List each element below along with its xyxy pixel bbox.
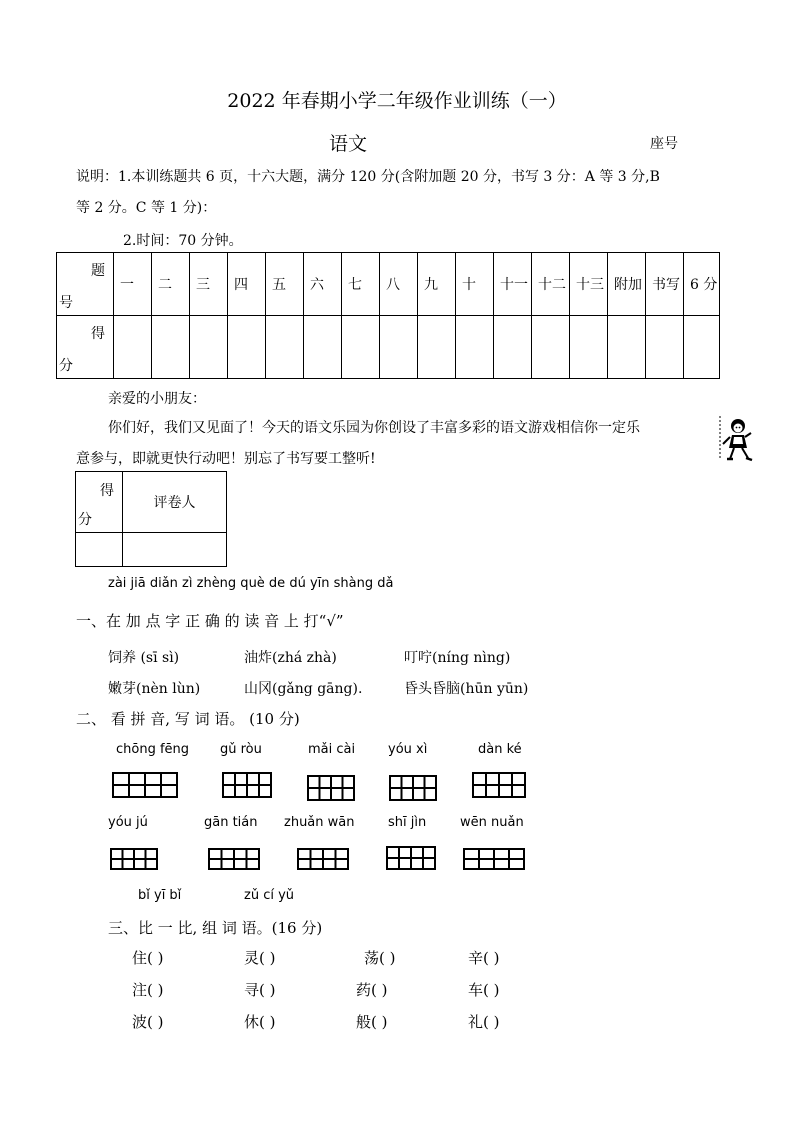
section1-heading: 一、在 加 点 字 正 确 的 读 音 上 打“√” <box>76 612 344 630</box>
word-item[interactable]: 荡( ) <box>364 949 396 967</box>
grader-name-cell[interactable] <box>123 533 227 567</box>
cartoon-girl-icon <box>718 414 754 462</box>
word-item[interactable]: 礼( ) <box>468 1013 500 1031</box>
column-header: 十一 <box>494 253 532 316</box>
column-header: 6 分 <box>684 253 720 316</box>
pinyin-prompt: wēn nuǎn <box>460 815 524 830</box>
score-cell[interactable] <box>608 316 646 379</box>
writing-box[interactable] <box>110 848 158 870</box>
pinyin-prompt: shī jìn <box>388 815 427 830</box>
column-header: 四 <box>228 253 266 316</box>
section1-pinyin-hint: zài jiā diǎn zì zhèng què de dú yīn shàng dǎ <box>108 576 394 591</box>
greeting-line-2: 意参与，即就更快行动吧！别忘了书写要工整听! <box>76 451 376 467</box>
column-header: 二 <box>152 253 190 316</box>
writing-box[interactable] <box>389 775 437 801</box>
section3-pinyin-hint-a: bǐ yī bǐ <box>138 888 182 903</box>
subject-label: 语文 <box>329 133 368 155</box>
score-cell[interactable] <box>342 316 380 379</box>
word-item[interactable]: 般( ) <box>356 1013 388 1031</box>
word-item[interactable]: 注( ) <box>132 981 164 999</box>
pinyin-prompt: mǎi cài <box>308 742 356 757</box>
pinyin-prompt: dàn ké <box>478 742 522 757</box>
section3-pinyin-hint-b: zǔ cí yǔ <box>244 888 295 903</box>
column-header: 五 <box>266 253 304 316</box>
page-title: 2022 年春期小学二年级作业训练（一） <box>227 90 567 112</box>
score-cell[interactable] <box>456 316 494 379</box>
score-cell[interactable] <box>304 316 342 379</box>
word-item[interactable]: 寻( ) <box>244 981 276 999</box>
writing-box[interactable] <box>463 848 525 870</box>
score-cell[interactable] <box>646 316 684 379</box>
score-cell[interactable] <box>190 316 228 379</box>
choice-item[interactable]: 嫩芽(nèn lùn) <box>108 681 201 697</box>
word-item[interactable]: 波( ) <box>132 1013 164 1031</box>
choice-item[interactable]: 山冈(gǎng gāng). <box>244 681 363 697</box>
greeting-salutation: 亲爱的小朋友： <box>108 391 206 407</box>
choice-item[interactable]: 叮咛(níng nìng) <box>404 650 511 666</box>
header-label-top: 题 <box>91 263 105 279</box>
choice-item[interactable]: 昏头昏脑(hūn yūn) <box>404 681 529 697</box>
instructions-line-3: 2.时间：70 分钟。 <box>123 233 243 249</box>
score-cell[interactable] <box>114 316 152 379</box>
section2-heading: 二、 看 拼 音, 写 词 语。 (10 分) <box>76 710 300 728</box>
seat-number-label: 座号 <box>650 136 678 152</box>
pinyin-prompt: chōng fēng <box>116 742 190 757</box>
grader-box <box>75 471 227 567</box>
grader-box-header-row <box>76 472 227 533</box>
score-cell[interactable] <box>418 316 456 379</box>
column-header: 七 <box>342 253 380 316</box>
score-label-top: 得 <box>91 326 105 342</box>
score-cell[interactable] <box>152 316 190 379</box>
score-table-score-row <box>57 316 720 379</box>
column-header: 九 <box>418 253 456 316</box>
score-table-header-row <box>57 253 720 316</box>
column-header: 八 <box>380 253 418 316</box>
column-header: 十 <box>456 253 494 316</box>
word-item[interactable]: 车( ) <box>468 981 500 999</box>
writing-box[interactable] <box>112 772 178 798</box>
choice-item[interactable]: 油炸(zhá zhà) <box>244 650 337 666</box>
word-item[interactable]: 辛( ) <box>468 949 500 967</box>
grader-box-input-row <box>76 533 227 567</box>
word-item[interactable]: 休( ) <box>244 1013 276 1031</box>
grader-score-header <box>76 472 123 533</box>
writing-box[interactable] <box>386 846 436 870</box>
pinyin-prompt: zhuǎn wān <box>284 815 355 830</box>
word-item[interactable]: 药( ) <box>356 981 388 999</box>
writing-box[interactable] <box>208 848 260 870</box>
grader-label: 评卷人 <box>123 472 227 533</box>
column-header: 附加 <box>608 253 646 316</box>
writing-box[interactable] <box>472 772 526 798</box>
column-header: 十二 <box>532 253 570 316</box>
score-cell[interactable] <box>494 316 532 379</box>
writing-box[interactable] <box>297 848 349 870</box>
pinyin-prompt: yóu jú <box>108 815 148 830</box>
column-header: 书写 <box>646 253 684 316</box>
score-cell[interactable] <box>684 316 720 379</box>
score-cell[interactable] <box>532 316 570 379</box>
score-cell[interactable] <box>228 316 266 379</box>
column-header: 一 <box>114 253 152 316</box>
greeting-line-1: 你们好，我们又见面了！今天的语文乐园为你创设了丰富多彩的语文游戏相信你一定乐 <box>108 420 640 436</box>
score-cell[interactable] <box>266 316 304 379</box>
grader-score-label-top: 得 <box>100 483 114 499</box>
instructions-line-1: 说明：1.本训练题共 6 页，十六大题，满分 120 分(含附加题 20 分，书写 3 分：A 等 3 分,B <box>76 169 660 185</box>
choice-item[interactable]: 饲养 (sī sì) <box>108 650 180 666</box>
instructions-line-2: 等 2 分。C 等 1 分)： <box>76 200 217 216</box>
word-item[interactable]: 灵( ) <box>244 949 276 967</box>
word-item[interactable]: 住( ) <box>132 949 164 967</box>
grader-score-cell[interactable] <box>76 533 123 567</box>
grader-score-label-bottom: 分 <box>78 512 92 528</box>
score-table-corner-header <box>57 253 114 316</box>
score-table-corner-score <box>57 316 114 379</box>
score-label-bottom: 分 <box>59 358 73 374</box>
pinyin-prompt: gān tián <box>204 815 258 830</box>
header-label-bottom: 号 <box>59 295 73 311</box>
pinyin-prompt: gǔ ròu <box>220 742 262 757</box>
column-header: 六 <box>304 253 342 316</box>
pinyin-prompt: yóu xì <box>388 742 428 757</box>
score-cell[interactable] <box>570 316 608 379</box>
section3-heading: 三、比 一 比, 组 词 语。(16 分) <box>108 919 323 937</box>
column-header: 三 <box>190 253 228 316</box>
writing-box[interactable] <box>222 772 272 798</box>
score-cell[interactable] <box>380 316 418 379</box>
writing-box[interactable] <box>307 775 355 801</box>
score-table <box>56 252 720 379</box>
column-header: 十三 <box>570 253 608 316</box>
